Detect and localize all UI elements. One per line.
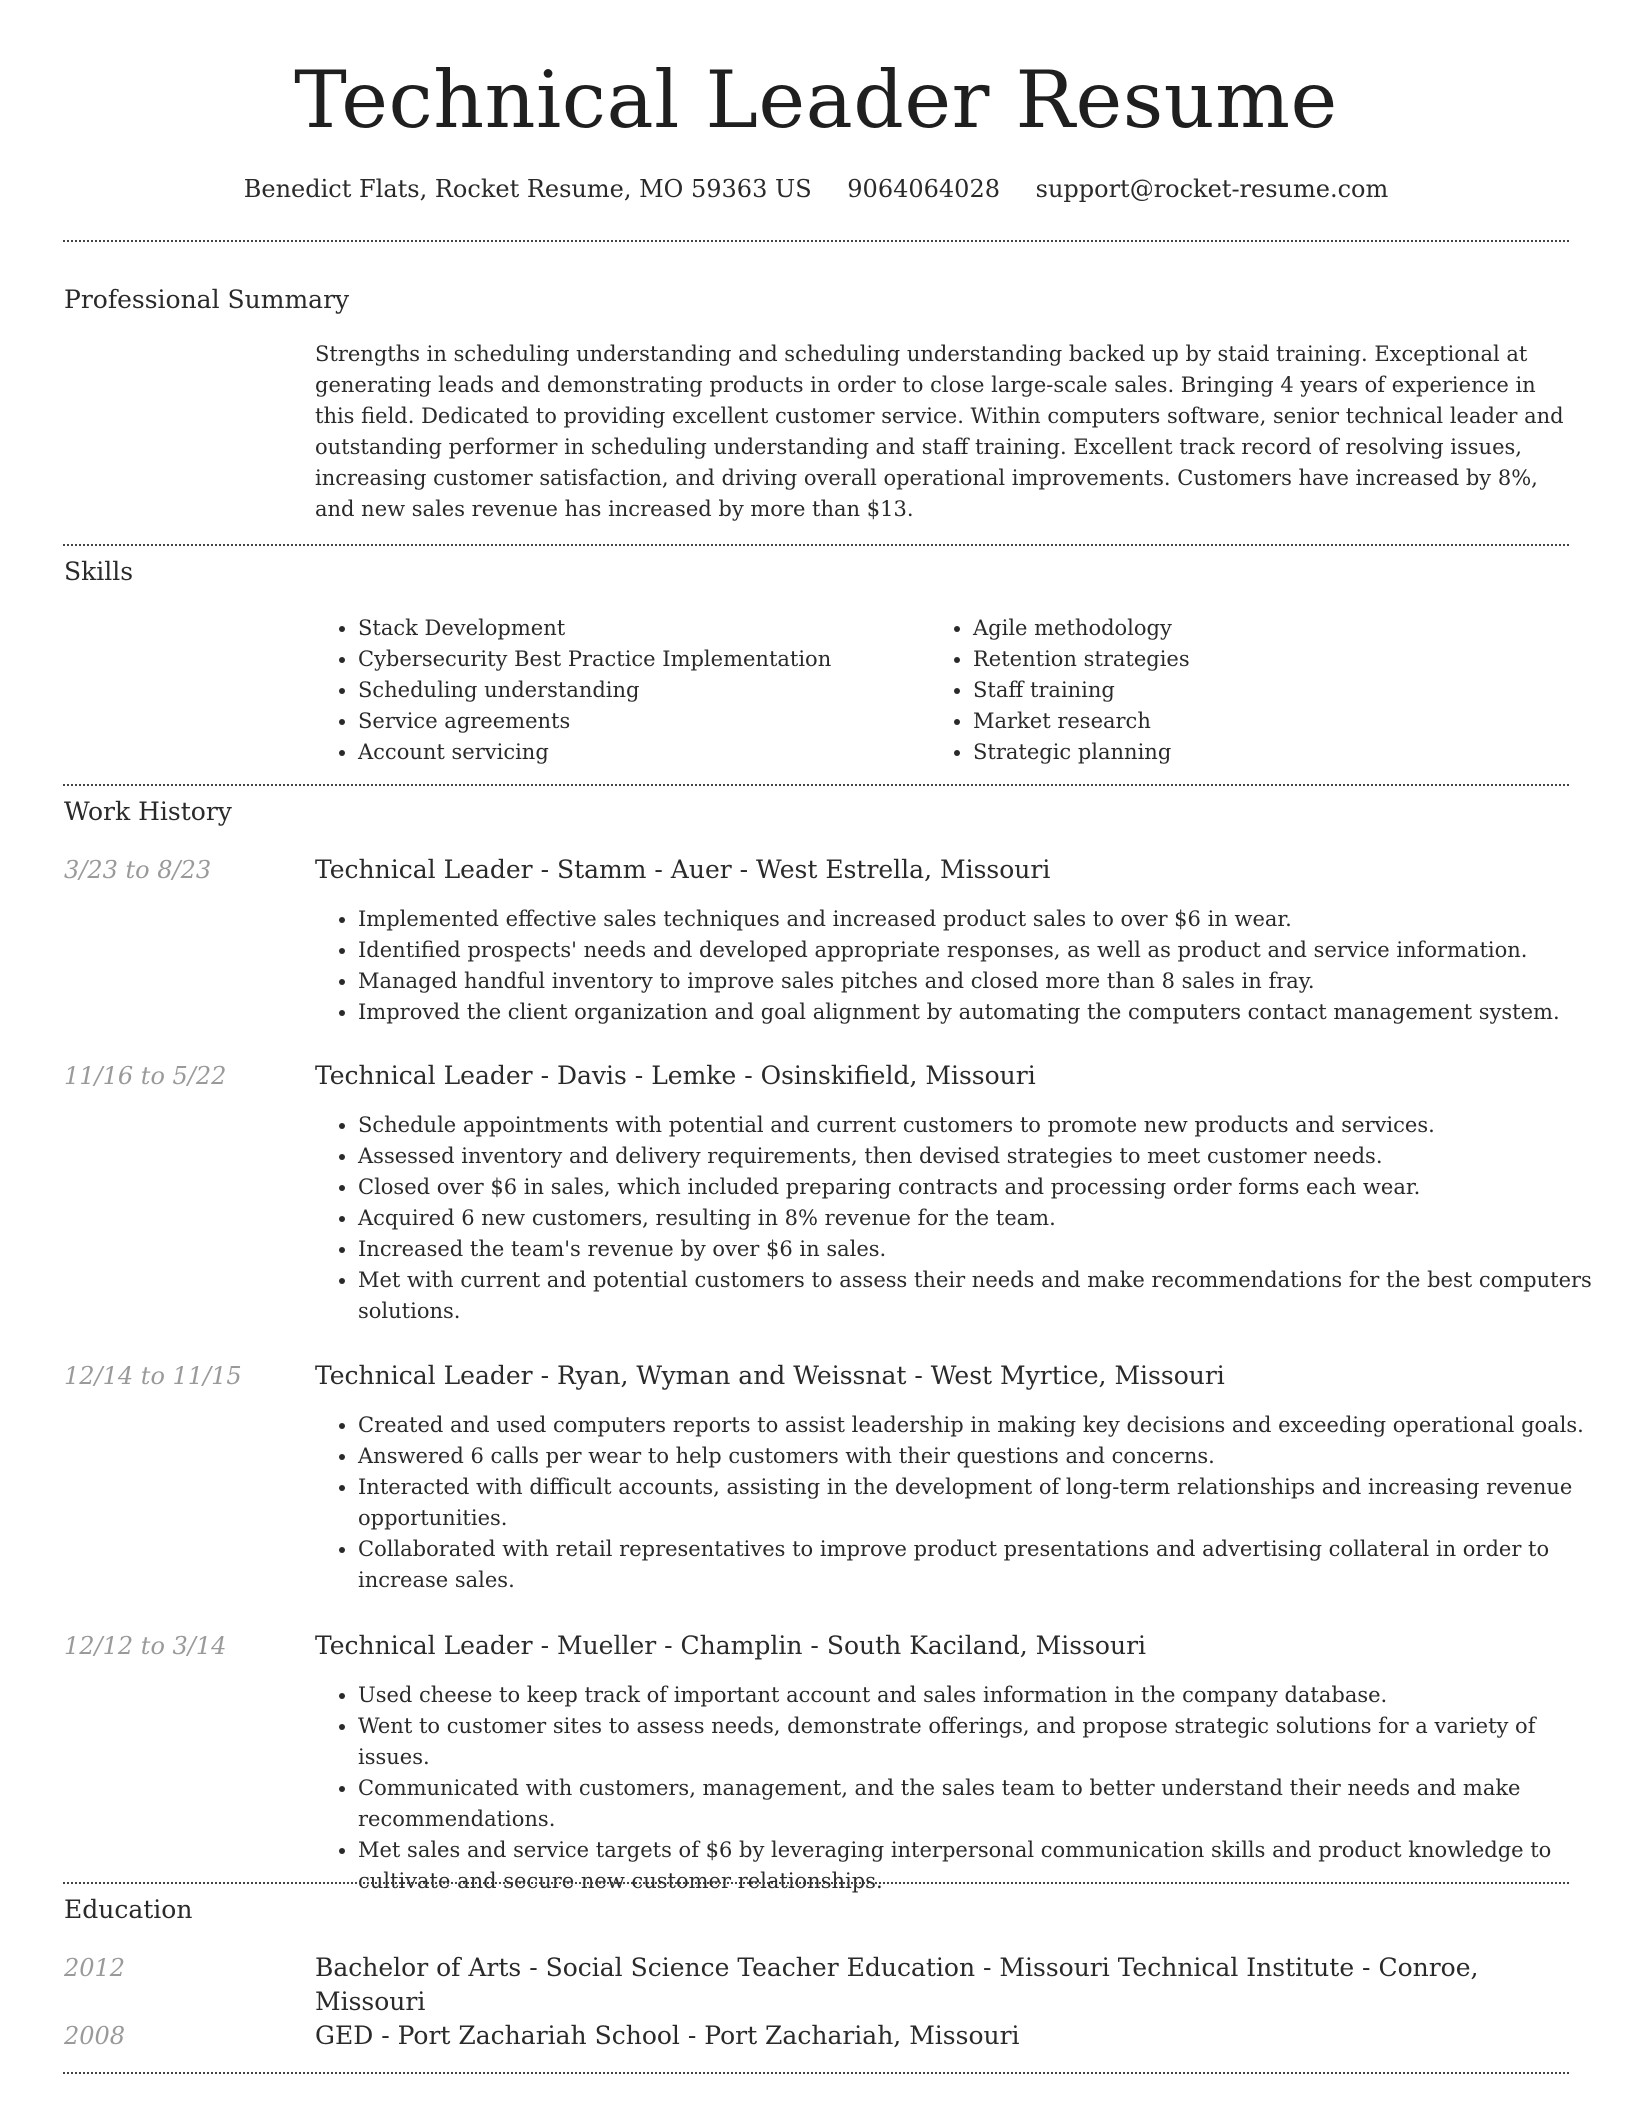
job-bullet: • Schedule appointments with potential and current customers to promote new products and services. — [358, 1110, 1598, 1141]
education-entry: GED - Port Zachariah School - Port Zachariah, Missouri — [315, 2021, 1020, 2050]
section-divider — [63, 784, 1569, 786]
job-bullets — [315, 1680, 1598, 1897]
job-dates: 11/16 to 5/22 — [64, 1062, 227, 1090]
job-title: Technical Leader - Stamm - Auer - West Estrella, Missouri — [315, 855, 1051, 884]
work-history-heading: Work History — [64, 797, 232, 826]
skill-item: • Stack Development — [358, 613, 918, 644]
education-year: 2008 — [64, 2022, 126, 2050]
job-bullet: • Answered 6 calls per wear to help customers with their questions and concerns. — [358, 1441, 1598, 1472]
job-dates: 3/23 to 8/23 — [64, 856, 212, 884]
job-title: Technical Leader - Mueller - Champlin - South Kaciland, Missouri — [315, 1631, 1147, 1660]
job-bullet: • Met with current and potential customers to assess their needs and make recommendations for the best computers solutions. — [358, 1265, 1598, 1327]
contact-line — [0, 172, 1632, 206]
job-title: Technical Leader - Davis - Lemke - Osinskifield, Missouri — [315, 1061, 1036, 1090]
job-bullet: • Acquired 6 new customers, resulting in 8% revenue for the team. — [358, 1203, 1598, 1234]
contact-email: support@rocket-resume.com — [1035, 175, 1389, 203]
skills-heading: Skills — [64, 557, 134, 586]
job-bullet: • Managed handful inventory to improve sales pitches and closed more than 8 sales in fray. — [358, 966, 1598, 997]
skill-item: • Cybersecurity Best Practice Implementation — [358, 644, 918, 675]
skill-item: • Service agreements — [358, 706, 918, 737]
job-dates: 12/12 to 3/14 — [64, 1632, 227, 1660]
skills-list-left — [315, 613, 918, 768]
section-divider — [63, 240, 1569, 242]
section-divider — [63, 1882, 1569, 1884]
skill-item: • Account servicing — [358, 737, 918, 768]
job-bullet: • Increased the team's revenue by over $6 in sales. — [358, 1234, 1598, 1265]
summary-heading: Professional Summary — [64, 285, 350, 314]
job-title: Technical Leader - Ryan, Wyman and Weissnat - West Myrtice, Missouri — [315, 1361, 1225, 1390]
job-bullets — [315, 1410, 1598, 1596]
education-entry: Bachelor of Arts - Social Science Teacher Education - Missouri Technical Institute - Conroe, Missouri — [315, 1953, 1479, 2016]
job-bullet: • Created and used computers reports to assist leadership in making key decisions and exceeding operational goals. — [358, 1410, 1598, 1441]
job-bullet: • Assessed inventory and delivery requirements, then devised strategies to meet customer needs. — [358, 1141, 1598, 1172]
section-divider — [63, 2072, 1569, 2074]
education-heading: Education — [64, 1895, 193, 1924]
job-bullet: • Collaborated with retail representatives to improve product presentations and advertising collateral in order to increase sales. — [358, 1534, 1598, 1596]
skill-item: • Scheduling understanding — [358, 675, 918, 706]
job-bullet: • Closed over $6 in sales, which included preparing contracts and processing order forms each wear. — [358, 1172, 1598, 1203]
section-divider — [63, 544, 1569, 546]
job-bullet: • Went to customer sites to assess needs, demonstrate offerings, and propose strategic solutions for a variety of issues. — [358, 1711, 1598, 1773]
job-bullet: • Met sales and service targets of $6 by leveraging interpersonal communication skills and product knowledge to cultivate and secure new customer relationships. — [358, 1835, 1598, 1897]
job-dates: 12/14 to 11/15 — [64, 1362, 242, 1390]
job-bullet: • Interacted with difficult accounts, assisting in the development of long-term relationships and increasing revenue opportunities. — [358, 1472, 1598, 1534]
job-bullet: • Identified prospects' needs and developed appropriate responses, as well as product and service information. — [358, 935, 1598, 966]
skill-item: • Strategic planning — [973, 737, 1533, 768]
education-year: 2012 — [64, 1954, 126, 1982]
skill-item: • Market research — [973, 706, 1533, 737]
job-bullets — [315, 904, 1598, 1028]
skill-item: • Staff training — [973, 675, 1533, 706]
skill-item: • Retention strategies — [973, 644, 1533, 675]
job-bullet: • Used cheese to keep track of important account and sales information in the company database. — [358, 1680, 1598, 1711]
job-bullets — [315, 1110, 1598, 1327]
contact-address: Benedict Flats, Rocket Resume, MO 59363 US — [243, 175, 812, 203]
job-bullet: • Improved the client organization and goal alignment by automating the computers contact management system. — [358, 997, 1598, 1028]
skills-list-right — [930, 613, 1533, 768]
contact-phone: 9064064028 — [847, 175, 1000, 203]
job-bullet: • Communicated with customers, management, and the sales team to better understand their needs and make recommendations. — [358, 1773, 1598, 1835]
job-bullet: • Implemented effective sales techniques and increased product sales to over $6 in wear. — [358, 904, 1598, 935]
resume-title: Technical Leader Resume — [294, 54, 1338, 146]
skill-item: • Agile methodology — [973, 613, 1533, 644]
summary-text: Strengths in scheduling understanding and scheduling understanding backed up by staid training. Exceptional at generating leads and demonstrating products in order to close large-scale sales. Bringing 4 years of experience in this field. Dedicated to providing excellent customer service. Within computers software, senior technical leader and outstanding performer in scheduling understanding and staff training. Excellent track record of resolving issues, increasing customer satisfaction, and driving overall operational improvements. Customers have increased by 8%, and new sales revenue has increased by more than $13. — [315, 342, 1564, 521]
